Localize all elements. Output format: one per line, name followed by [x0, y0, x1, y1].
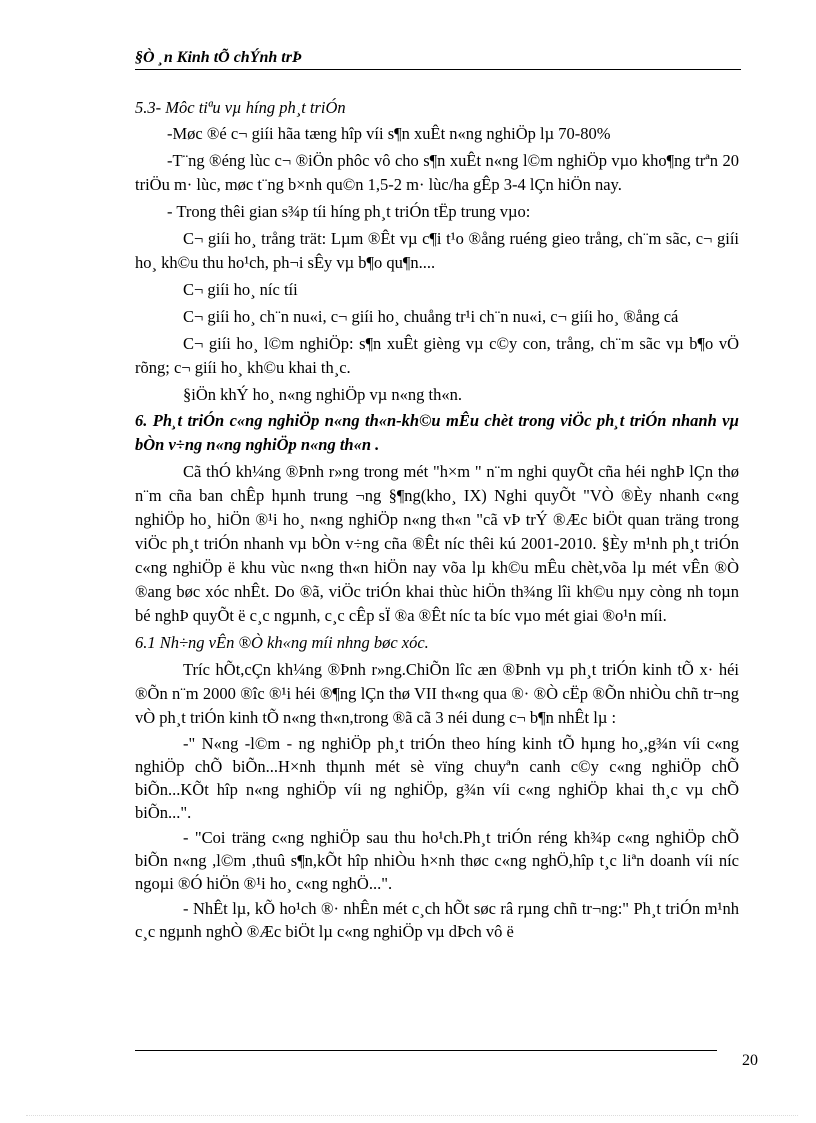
paragraph: Cã thÓ kh¼ng ®Þnh r»ng trong mét "h×m " n¨m nghi quyÕt cña héi nghÞ lÇn thø n¨m cña ban chÊp hµnh trung ¬ng §¶ng(kho¸ IX) Nghi quyÕt "VÒ ®Èy nhanh c«ng nghiÖp ho¸ hiÖn ®¹i ho¸ n«ng nghiÖp n«ng th«n "cã vÞ trÝ ®Æc biÖt quan träng trong viÖc ph¸t triÓn nhanh vµ bÒn v÷ng cña ®Êt níc thêi kú 2001-2010. §Èy m¹nh ph¸t triÓn c«ng nghiÖp ë khu vùc n«ng th«n hiÖn nay võa lµ kh©u mÊu chèt,võa lµ mét vÊn ®Ò ®ang bøc xóc nhÊt. Do ®ã, viÖc triÓn khai thùc hiÖn th¾ng lîi kh©u nµy còng nh toµn bé nghÞ quyÕt ë c¸c ngµnh, c¸c cÊp sÏ ®a ®Êt níc ta bíc vµo mét giai ®o¹n míi. — [135, 462, 739, 625]
section-5-3-heading: 5.3- Môc tiªu vµ híng ph¸t triÓn — [135, 98, 346, 117]
list-paragraph: C¬ giíi ho¸ ch¨n nu«i, c¬ giíi ho¸ chuång tr¹i ch¨n nu«i, c¬ giíi ho¸ ®ång cá — [183, 307, 679, 326]
list-paragraph: C¬ giíi ho¸ trång trät: Lµm ®Êt vµ c¶i t¹o ®ång ruéng gieo trång, ch¨m sãc, c¬ giíi ho¸ kh©u thu ho¹ch, ph¬i sÊy vµ b¶o qu¶n.... — [135, 229, 739, 272]
list-paragraph: C¬ giíi ho¸ níc tíi — [183, 280, 298, 299]
paragraph: Tríc hÕt,cÇn kh¼ng ®Þnh r»ng.ChiÕn lîc æn ®Þnh vµ ph¸t triÓn kinh tÕ x· héi ®Õn n¨m 2000 ®îc ®¹i héi ®¶ng lÇn thø VII th«ng qua ®· ®Ò cËp ®Õn nhiÒu chñ tr¬ng vÒ ph¸t triÓn kinh tÕ n«ng th«n,trong ®ã cã 3 néi dung c¬ b¶n nhÊt lµ : — [135, 660, 739, 727]
list-paragraph: C¬ giíi ho¸ l©m nghiÖp: s¶n xuÊt gièng vµ c©y con, trång, ch¨m sãc vµ b¶o vÖ rõng; c¬ giíi ho¸ kh©u khai th¸c. — [135, 334, 739, 377]
quote-paragraph: - "Coi träng c«ng nghiÖp sau thu ho¹ch.Ph¸t triÓn réng kh¾p c«ng nghiÖp chÕ biÕn n«ng ,l©m ,thuû s¶n,kÕt hîp nhiÒu h×nh thøc c«ng nghÖ,hîp t¸c liªn doanh víi níc ngoµi ®Ó hiÖn ®¹i ho¸ c«ng nghÖ...". — [135, 828, 739, 893]
paragraph: - Trong thêi gian s¾p tíi híng ph¸t triÓn tËp trung vµo: — [167, 202, 531, 221]
page-number: 20 — [742, 1052, 758, 1069]
footer-divider — [135, 1050, 717, 1051]
list-paragraph: §iÖn khÝ ho¸ n«ng nghiÖp vµ n«ng th«n. — [183, 385, 463, 404]
paragraph: -Møc ®é c¬ giíi hãa tæng hîp víi s¶n xuÊt n«ng nghiÖp lµ 70-80% — [167, 124, 611, 143]
section-6-heading: 6. Ph¸t triÓn c«ng nghiÖp n«ng th«n-kh©u mÊu chèt trong viÖc ph¸t triÓn nhanh vµ bÒn v÷ng n«ng nghiÖp n«ng th«n . — [135, 411, 739, 454]
paragraph: -T¨ng ®éng lùc c¬ ®iÖn phôc vô cho s¶n xuÊt n«ng l©m nghiÖp vµo kho¶ng trªn 20 triÖu m· lùc, møc t¨ng b×nh qu©n 1,5-2 m· lùc/ha gÊp 3-4 lÇn hiÖn nay. — [135, 151, 739, 194]
document-body — [135, 96, 739, 943]
header-divider — [135, 69, 741, 70]
quote-paragraph: -" N«ng -l©m - ng nghiÖp ph¸t triÓn theo híng kinh tÕ hµng ho¸,g¾n víi c«ng nghiÖp chÕ biÕn...H×nh thµnh mét sè vïng chuyªn canh c©y c«ng nghiÖp chÕ biÕn...KÕt hîp n«ng nghiÖp víi ng nghiÖp, g¾n víi c«ng nghiÖp khai th¸c vµ chÕ biÕn...". — [135, 734, 739, 822]
page-bottom-edge — [26, 1115, 798, 1116]
quote-paragraph: - NhÊt lµ, kÕ ho¹ch ®· nhÊn mét c¸ch hÕt søc râ rµng chñ tr¬ng:" Ph¸t triÓn m¹nh c¸c ngµnh nghÒ ®Æc biÖt lµ c«ng nghiÖp vµ dÞch vô ë — [135, 899, 739, 941]
running-header: §Ò ¸n Kinh tÕ chÝnh trÞ — [135, 49, 302, 66]
section-6-1-heading: 6.1 Nh÷ng vÊn ®Ò kh«ng míi nhng bøc xóc. — [135, 633, 429, 652]
